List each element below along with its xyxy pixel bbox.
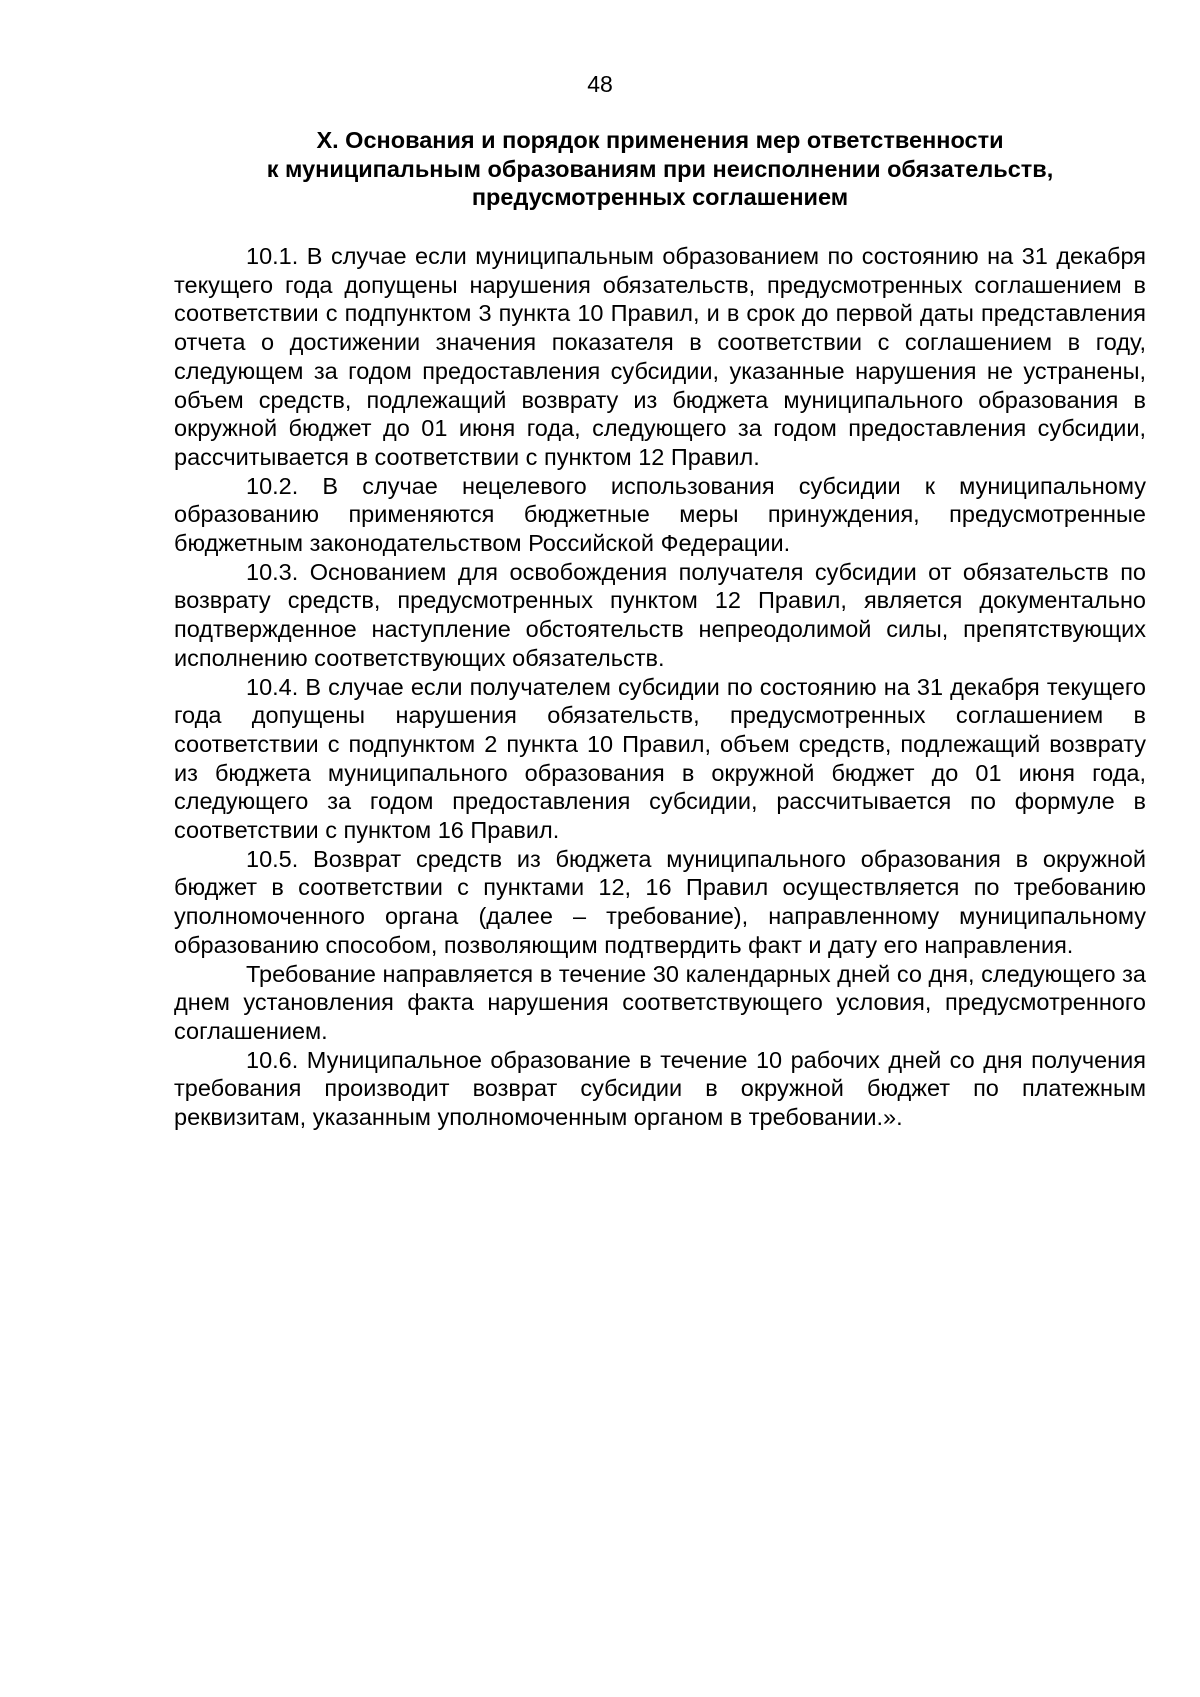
paragraph-10-4: 10.4. В случае если получателем субсидии по состоянию на 31 декабря текущего года допущены нарушения обязательств, предусмотренных соглашением в соответствии с подпунктом 2 пункта 10 Правил, объем средств, подлежащий возврату из бюджета муниципального образования в окружной бюджет до 01 июня года, следующего за годом предоставления субсидии, рассчитывается по формуле в соответствии с пунктом 16 Правил. (174, 673, 1146, 844)
paragraph-10-5: 10.5. Возврат средств из бюджета муниципального образования в окружной бюджет в соответствии с пунктами 12, 16 Правил осуществляется по требованию уполномоченного органа (далее – требование), направленному муниципальному образованию способом, позволяющим подтвердить факт и дату его направления. (174, 845, 1146, 958)
paragraph-10-1: 10.1. В случае если муниципальным образованием по состоянию на 31 декабря текущего года допущены нарушения обязательств, предусмотренных соглашением в соответствии с подпунктом 3 пункта 10 Правил, и в срок до первой даты представления отчета о достижении значения показателя в соответствии с соглашением в году, следующем за годом предоставления субсидии, указанные нарушения не устранены, объем средств, подлежащий возврату из бюджета муниципального образования в окружной бюджет до 01 июня года, следующего за годом предоставления субсидии, рассчитывается в соответствии с пунктом 12 Правил. (174, 243, 1146, 470)
paragraph-requirement: Требование направляется в течение 30 календарных дней со дня, следующего за днем установления факта нарушения соответствующего условия, предусмотренного соглашением. (174, 960, 1146, 1044)
section-heading (174, 126, 1146, 212)
section-heading-line: предусмотренных соглашением (471, 184, 849, 210)
paragraph-10-3: 10.3. Основанием для освобождения получателя субсидии от обязательств по возврату средств, предусмотренных пунктом 12 Правил, является документально подтвержденное наступление обстоятельств непреодолимой силы, препятствующих исполнению соответствующих обязательств. (174, 558, 1146, 671)
section-heading-line: к муниципальным образованиям при неисполнении обязательств, (266, 155, 1054, 182)
page-number: 48 (587, 71, 613, 97)
section-heading-line: X. Основания и порядок применения мер ответственности (316, 127, 1004, 153)
document-body (174, 242, 1146, 1132)
paragraph-10-2: 10.2. В случае нецелевого использования субсидии к муниципальному образованию применяются бюджетные меры принуждения, предусмотренные бюджетным законодательством Российской Федерации. (174, 472, 1146, 557)
paragraph-10-6: 10.6. Муниципальное образование в течение 10 рабочих дней со дня получения требования производит возврат субсидии в окружной бюджет по платежным реквизитам, указанным уполномоченным органом в требовании.». (174, 1046, 1146, 1131)
